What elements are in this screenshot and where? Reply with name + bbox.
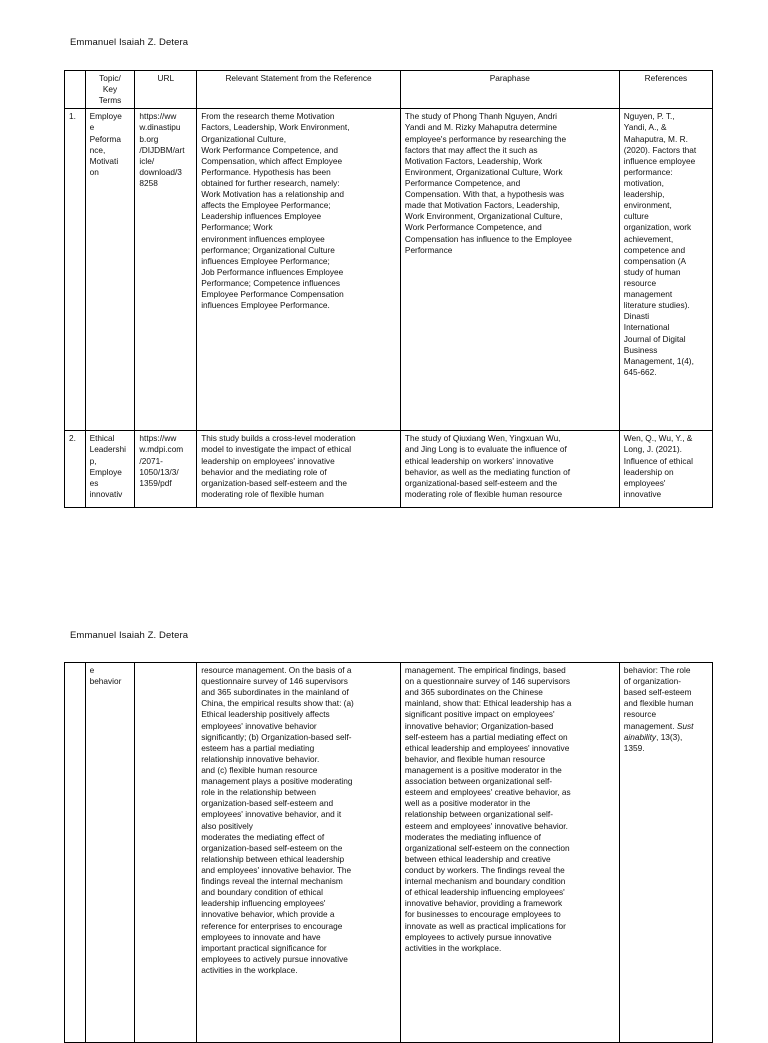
row-number <box>65 663 86 1043</box>
page2-author: Emmanuel Isaiah Z. Detera <box>70 630 189 641</box>
header-number <box>65 71 86 109</box>
row-url: https://ww w.dinastipu b.org /DIJDBM/art icle/ download/3 8258 <box>135 109 197 431</box>
row-number: 1. <box>65 109 86 431</box>
row-url <box>135 663 197 1043</box>
row-url: https://ww w.mdpi.com /2071- 1050/13/3/ 1359/pdf <box>135 431 197 508</box>
row-topic: e behavior <box>85 663 135 1043</box>
table-header-row <box>65 71 713 109</box>
reference-text: behavior: The role of organization- based self-esteem and flexible human resource management. <box>623 665 694 731</box>
header-references: References <box>619 71 712 109</box>
page1-author: Emmanuel Isaiah Z. Detera <box>70 37 189 48</box>
page1-reference-table <box>64 70 713 508</box>
row-topic: Employe e Peforma nce, Motivati on <box>85 109 135 431</box>
row-reference <box>619 663 712 1043</box>
table-row <box>65 109 713 431</box>
row-paraphrase: The study of Qiuxiang Wen, Yingxuan Wu, and Jing Long is to evaluate the influence of ethical leadership on workers' innovative behavior, as well as the mediating function of organizational-based self-esteem and the moderating role of flexible human resource <box>400 431 619 508</box>
table-row <box>65 431 713 508</box>
row-number: 2. <box>65 431 86 508</box>
row-paraphrase: The study of Phong Thanh Nguyen, Andri Yandi and M. Rizky Mahaputra determine employee's performance by researching the factors that may affect the it such as Motivation Factors, Leadership, Work Environment, Organizational Culture, Work Performance Competence, and Compensation. With that, a hypothesis was made that Motivation Factors, Leadership, Work Environment, Organizational Culture, Work Performance Competence, and Compensation has influence to the Employee Performance <box>400 109 619 431</box>
header-paraphrase: Paraphase <box>400 71 619 109</box>
row-statement: This study builds a cross-level moderation model to investigate the impact of ethical leadership on employees' innovative behavior and the mediating role of organization-based self-esteem and the moderating role of flexible human <box>197 431 401 508</box>
table-row <box>65 663 713 1043</box>
row-reference: Nguyen, P. T., Yandi, A., & Mahaputra, M. R. (2020). Factors that influence employee performance: motivation, leadership, environment, culture organization, work achievement, competence and compensation (A study of human resource management literature studies). Dinasti International Journal of Digital Business Management, 1(4), 645-662. <box>619 109 712 431</box>
header-topic: Topic/ Key Terms <box>85 71 135 109</box>
row-topic: Ethical Leadershi p, Employe es innovativ <box>85 431 135 508</box>
row-statement: resource management. On the basis of a questionnaire survey of 146 supervisors and 365 subordinates in the mainland of China, the empirical results show that: (a) Ethical leadership positively affects employees' innovative behavior significantly; (b) Organization-based self- esteem has a partial mediating relationship innovative behavior. and (c) flexible human resource management plays a positive moderating role in the relationship between organization-based self-esteem and employees' innovative behavior, and it also positively moderates the mediating effect of organization-based self-esteem on the relationship between ethical leadership and employees' innovative behavior. The findings reveal the internal mechanism and boundary condition of ethical leadership influencing employees' innovative behavior, which provide a reference for enterprises to encourage employees to innovate and have important practical significance for employees to actively pursue innovative activities in the workplace. <box>197 663 401 1043</box>
header-url: URL <box>135 71 197 109</box>
reference-volume: , 13(3), 1359. <box>623 731 683 753</box>
header-statement: Relevant Statement from the Reference <box>197 71 401 109</box>
row-paraphrase: management. The empirical findings, based on a questionnaire survey of 146 supervisors and 365 subordinates on the Chinese mainland, show that: Ethical leadership has a significant positive impact on employees' innovative behavior; Organization-based self-esteem has a partial mediating effect on ethical leadership and employees' innovative behavior, and flexible human resource management is a positive moderator in the association between organizational self- esteem and employees' creative behavior, as well as a positive moderator in the relationship between organizational self- esteem and employees' innovative behavior. moderates the mediating influence of organizational self-esteem on the connection between ethical leadership and creative conduct by workers. The findings reveal the internal mechanism and boundary condition of ethical leadership influencing employees' innovative behavior, providing a framework for businesses to encourage employees to innovate as well as practical implications for employees to actively pursue innovative activities in the workplace. <box>400 663 619 1043</box>
row-statement: From the research theme Motivation Factors, Leadership, Work Environment, Organizational Culture, Work Performance Competence, and Compensation, which affect Employee Performance. Hypothesis has been obtained for further research, namely: Work Motivation has a relationship and affects the Employee Performance; Leadership influences Employee Performance; Work environment influences employee performance; Organizational Culture influences Employee Performance; Job Performance influences Employee Performance; Competence influences Employee Performance Compensation influences Employee Performance. <box>197 109 401 431</box>
page2-reference-table <box>64 662 713 1043</box>
reference-journal: Sust ainability <box>623 720 694 742</box>
row-reference: Wen, Q., Wu, Y., & Long, J. (2021). Influence of ethical leadership on employees' innovative <box>619 431 712 508</box>
